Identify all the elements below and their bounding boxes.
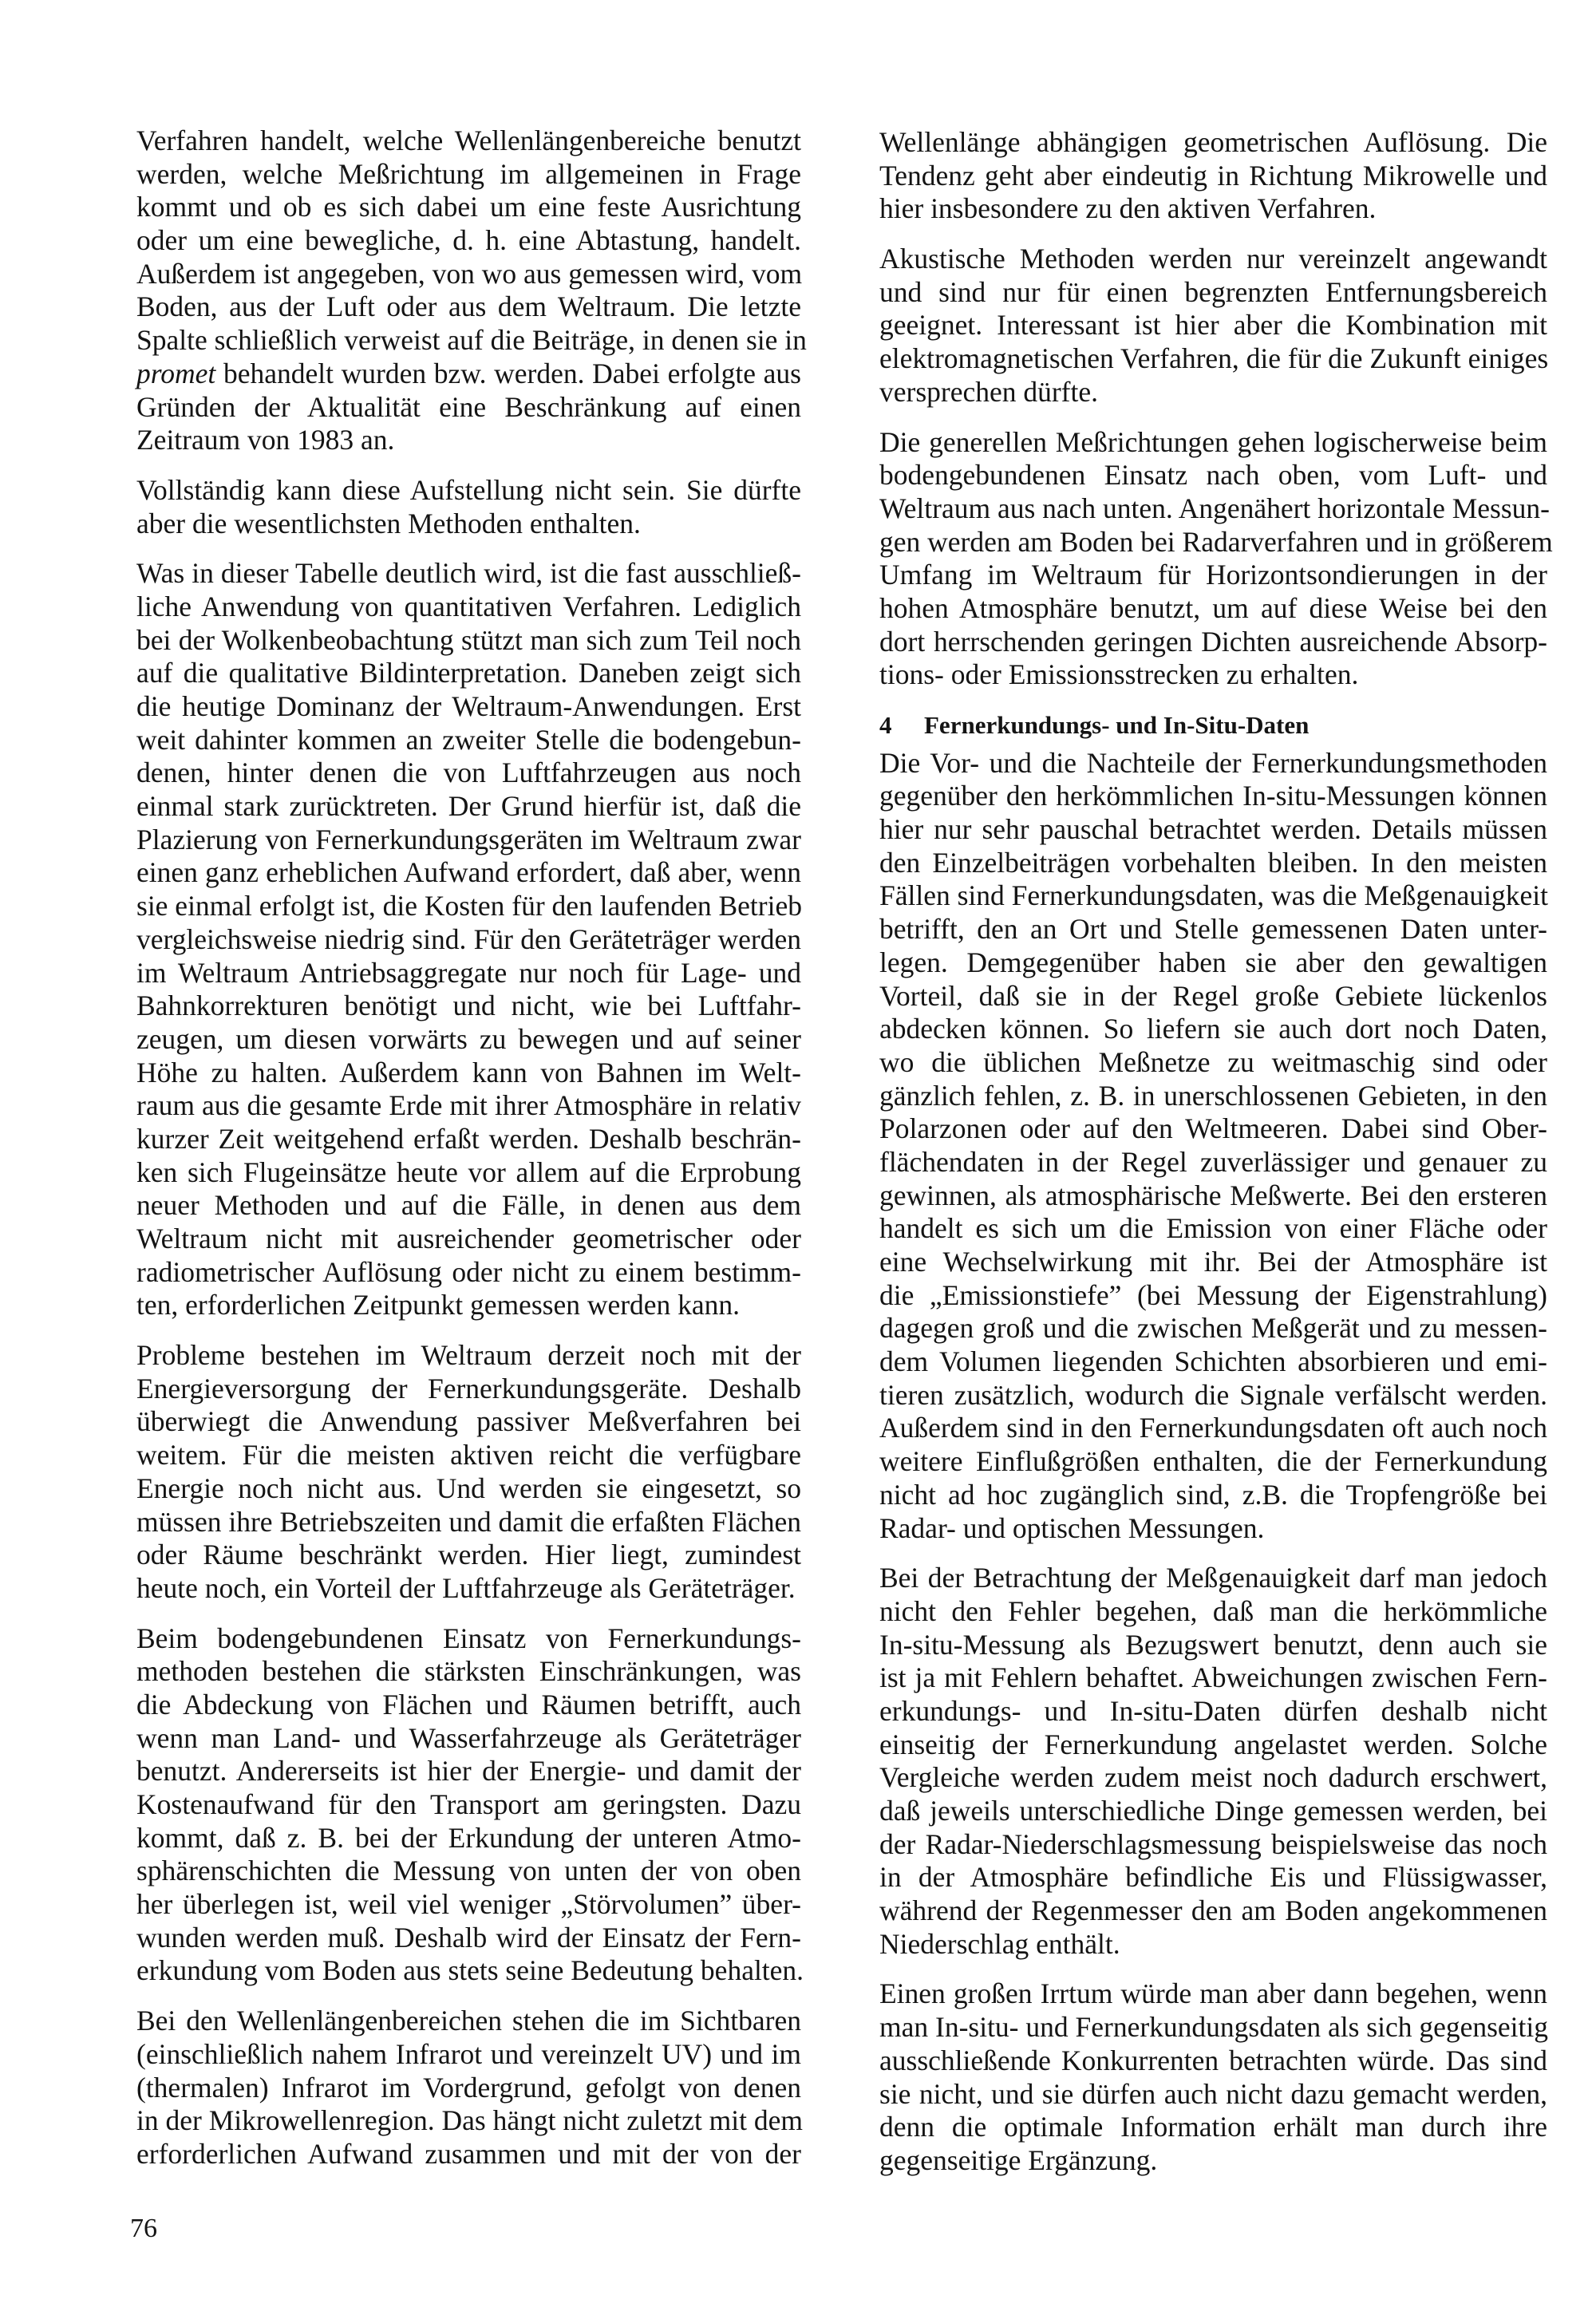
- italic-term: promet: [136, 357, 216, 389]
- section-number: 4: [879, 711, 892, 739]
- text-line: weitem. Für die meisten aktiven reicht die verfügbare: [136, 1439, 801, 1472]
- text-line: Weltraum aus nach unten. Angenähert horizontale Messun-: [879, 492, 1551, 524]
- paragraph: [136, 474, 801, 540]
- text-line: dem Volumen liegenden Schichten absorbieren und emi-: [879, 1345, 1547, 1378]
- text-line: nicht den Fehler begehen, daß man die herkömmliche: [879, 1594, 1547, 1627]
- text-line: versprechen dürfte.: [879, 375, 1098, 408]
- text-line: Energie noch nicht aus. Und werden sie eingesetzt, so: [136, 1472, 801, 1504]
- text-line: ken sich Flugeinsätze heute vor allem auf die Erprobung: [136, 1156, 801, 1188]
- text-line: überwiegt die Anwendung passiver Meßverfahren bei: [136, 1405, 801, 1438]
- text-line: Außerdem sind in den Fernerkundungsdaten oft auch noch: [879, 1412, 1547, 1444]
- text-line: (thermalen) Infrarot im Vordergrund, gefolgt von denen: [136, 2071, 801, 2104]
- text-line: hohen Atmosphäre benutzt, um auf diese Weise bei den: [879, 591, 1547, 624]
- section-heading: [879, 709, 1547, 742]
- page-number: 76: [130, 2214, 157, 2243]
- text-line: oder um eine bewegliche, d. h. eine Abtastung, handelt.: [136, 224, 801, 257]
- text-line: Boden, aus der Luft oder aus dem Weltraum. Die letzte: [136, 290, 801, 323]
- text-line: denn die optimale Information erhält man durch ihre: [879, 2111, 1547, 2143]
- text-line: kurzer Zeit weitgehend erfaßt werden. Deshalb beschrän-: [136, 1122, 801, 1155]
- text-line: abdecken können. So liefern sie auch dort noch Daten,: [879, 1013, 1547, 1045]
- text-line: legen. Demgegenüber haben sie aber den gewaltigen: [879, 946, 1547, 978]
- text-line: her überlegen ist, weil viel weniger „Störvolumen” über-: [136, 1888, 801, 1921]
- text-line: betrifft, den an Ort und Stelle gemessenen Daten unter-: [879, 913, 1547, 946]
- text-line: einseitig der Fernerkundung angelastet werden. Solche: [879, 1728, 1547, 1760]
- text-line: vergleichsweise niedrig sind. Für den Geräteträger werden: [136, 922, 801, 955]
- text-line: wo die üblichen Meßnetze zu weitmaschig sind oder: [879, 1045, 1547, 1078]
- paragraph: [136, 1622, 804, 1989]
- text-line: kommt, daß z. B. bei der Erkundung der unteren Atmo-: [136, 1821, 801, 1854]
- text-line: sphärenschichten die Messung von unten der von oben: [136, 1855, 801, 1887]
- text-line: Was in dieser Tabelle deutlich wird, ist die fast ausschließ-: [136, 557, 801, 590]
- text-line: Zeitraum von 1983 an.: [136, 424, 395, 456]
- left-text-column: [136, 124, 807, 2188]
- text-line: Akustische Methoden werden nur vereinzelt angewandt: [879, 243, 1547, 275]
- paragraph: [136, 557, 801, 1322]
- text-line: Bahnkorrekturen benötigt und nicht, wie bei Luftfahr-: [136, 990, 801, 1022]
- text-line: raum aus die gesamte Erde mit ihrer Atmosphäre in relativ: [136, 1089, 801, 1122]
- section-title: Fernerkundungs- und In-Situ-Daten: [924, 711, 1310, 739]
- text-line: und sind nur für einen begrenzten Entfernungsbereich: [879, 275, 1547, 308]
- text-line: gen werden am Boden bei Radarverfahren und in größerem: [879, 525, 1553, 558]
- text-line: gegenseitige Ergänzung.: [879, 2143, 1158, 2176]
- text-line: zeugen, um diesen vorwärts zu bewegen und auf seiner: [136, 1022, 801, 1055]
- text-line: die „Emissionstiefe” (bei Messung der Eigenstrahlung): [879, 1278, 1547, 1311]
- text-line: methoden bestehen die stärksten Einschränkungen, was: [136, 1655, 801, 1688]
- text-line: heute noch, ein Vorteil der Luftfahrzeuge als Geräteträger.: [136, 1571, 796, 1604]
- text-line: Probleme bestehen im Weltraum derzeit noch mit der: [136, 1339, 801, 1372]
- text-line: Polarzonen oder auf den Weltmeeren. Dabei sind Ober-: [879, 1112, 1547, 1145]
- paragraph: [879, 747, 1547, 1546]
- text-line: Vergleiche werden zudem meist noch dadurch erschwert,: [879, 1761, 1547, 1794]
- text-line: man In-situ- und Fernerkundungsdaten als sich gegenseitig: [879, 2011, 1549, 2044]
- text-line: daß jeweils unterschiedliche Dinge gemessen werden, bei: [879, 1795, 1547, 1827]
- text-line: Wellenlänge abhängigen geometrischen Auflösung. Die: [879, 126, 1547, 158]
- text-line: sie einmal erfolgt ist, die Kosten für den laufenden Betrieb: [136, 890, 802, 922]
- text-line: denen, hinter denen die von Luftfahrzeugen aus noch: [136, 757, 801, 789]
- text-line: im Weltraum Antriebsaggregate nur noch für Lage- und: [136, 956, 801, 989]
- text-line: Außerdem ist angegeben, von wo aus gemessen wird, vom: [136, 257, 803, 290]
- text-line: müssen ihre Betriebszeiten und damit die erfaßten Flächen: [136, 1505, 801, 1538]
- text-line: hier nur sehr pauschal betrachtet werden. Details müssen: [879, 813, 1547, 846]
- text-line: Radar- und optischen Messungen.: [879, 1511, 1265, 1544]
- text-line: aber die wesentlichsten Methoden enthalten.: [136, 507, 641, 539]
- text-line: tions- oder Emissionsstrecken zu erhalten.: [879, 658, 1359, 691]
- text-line: die Abdeckung von Flächen und Räumen betrifft, auch: [136, 1688, 801, 1720]
- text-line: wenn man Land- und Wasserfahrzeuge als Geräteträger: [136, 1721, 801, 1754]
- text-line: promet behandelt wurden bzw. werden. Dabei erfolgte aus: [136, 357, 801, 389]
- text-line: Bei den Wellenlängenbereichen stehen die im Sichtbaren: [136, 2005, 801, 2037]
- text-line: liche Anwendung von quantitativen Verfahren. Lediglich: [136, 590, 801, 622]
- text-line: Umfang im Weltraum für Horizontsondierungen in der: [879, 559, 1547, 591]
- text-line: Weltraum nicht mit ausreichender geometrischer oder: [136, 1223, 801, 1254]
- paragraph: [879, 243, 1547, 409]
- text-line: nicht ad hoc zugänglich sind, z.B. die Tropfengröße bei: [879, 1478, 1547, 1511]
- text-line: weit dahinter kommen an zweiter Stelle die bodengebun-: [136, 723, 801, 756]
- text-line: Tendenz geht aber eindeutig in Richtung Mikrowelle und: [879, 159, 1547, 192]
- text-line: handelt es sich um die Emission von einer Fläche oder: [879, 1212, 1547, 1245]
- text-line: Vollständig kann diese Aufstellung nicht sein. Sie dürfte: [136, 473, 801, 506]
- text-line: dort herrschenden geringen Dichten ausreichende Absorp-: [879, 625, 1547, 658]
- text-line: ist ja mit Fehlern behaftet. Abweichungen zwischen Fern-: [879, 1661, 1547, 1694]
- text-line: elektromagnetischen Verfahren, die für die Zukunft einiges: [879, 342, 1549, 375]
- text-line: gegenüber den herkömmlichen In-situ-Messungen können: [879, 780, 1547, 812]
- paragraph: [136, 2005, 804, 2171]
- text-line: einen ganz erheblichen Aufwand erfordert, daß aber, wenn: [136, 856, 801, 889]
- text-line: Vorteil, daß sie in der Regel große Gebiete lückenlos: [879, 979, 1547, 1012]
- text-line: hier insbesondere zu den aktiven Verfahren.: [879, 192, 1377, 225]
- text-line: erkundungs- und In-situ-Daten dürfen deshalb nicht: [879, 1694, 1547, 1727]
- text-line: flächendaten in der Regel zuverlässiger und genauer zu: [879, 1145, 1547, 1178]
- text-line: in der Atmosphäre befindliche Eis und Flüssigwasser,: [879, 1861, 1547, 1894]
- right-text-column: [879, 126, 1553, 2195]
- text-line: bei der Wolkenbeobachtung stützt man sich zum Teil noch: [136, 623, 801, 656]
- text-line: ten, erforderlichen Zeitpunkt gemessen werden kann.: [136, 1289, 741, 1321]
- text-line: in der Mikrowellenregion. Das hängt nicht zuletzt mit dem: [136, 2104, 804, 2137]
- text-line: benutzt. Andererseits ist hier der Energie- und damit der: [136, 1755, 801, 1788]
- text-line: dagegen groß und die zwischen Meßgerät und zu messen-: [879, 1312, 1547, 1345]
- text-line: oder Räume beschränkt werden. Hier liegt, zumindest: [136, 1539, 801, 1571]
- text-line: während der Regenmesser den am Boden angekommenen: [879, 1894, 1547, 1927]
- text-line: In-situ-Messung als Bezugswert benutzt, denn auch sie: [879, 1628, 1547, 1661]
- text-line: auf die qualitative Bildinterpretation. Daneben zeigt sich: [136, 657, 801, 689]
- text-line: sie nicht, und sie dürfen auch nicht dazu gemacht werden,: [879, 2077, 1547, 2110]
- paragraph: [879, 1977, 1547, 2177]
- text-line: geeignet. Interessant ist hier aber die Kombination mit: [879, 309, 1547, 342]
- text-line: eine Wechselwirkung mit ihr. Bei der Atmosphäre ist: [879, 1246, 1547, 1278]
- paragraph: [879, 126, 1547, 226]
- text-line: gänzlich fehlen, z. B. in unerschlossenen Gebieten, in den: [879, 1079, 1547, 1112]
- paragraph: [136, 1339, 801, 1606]
- text-line: einmal stark zurücktreten. Der Grund hierfür ist, daß die: [136, 790, 801, 823]
- text-line: neuer Methoden und auf die Fälle, in denen aus dem: [136, 1189, 801, 1222]
- paragraph: [879, 1562, 1547, 1961]
- text-line: den Einzelbeiträgen vorbehalten bleiben. In den meisten: [879, 846, 1547, 879]
- text-line: Niederschlag enthält.: [879, 1927, 1120, 1960]
- text-line: Beim bodengebundenen Einsatz von Fernerkundungs-: [136, 1622, 801, 1654]
- text-line: der Radar-Niederschlagsmessung beispielsweise das noch: [879, 1827, 1547, 1860]
- paragraph: [136, 124, 807, 457]
- text-line: Einen großen Irrtum würde man aber dann begehen, wenn: [879, 1977, 1547, 2010]
- text-line: radiometrischer Auflösung oder nicht zu einem bestimm-: [136, 1255, 801, 1288]
- text-line: tieren zusätzlich, wodurch die Signale verfälscht werden.: [879, 1378, 1547, 1411]
- text-line: Kostenaufwand für den Transport am geringsten. Dazu: [136, 1788, 801, 1820]
- text-line: Plazierung von Fernerkundungsgeräten im Weltraum zwar: [136, 823, 801, 855]
- text-line: Spalte schließlich verweist auf die Beiträge, in denen sie in: [136, 324, 807, 357]
- text-line: weitere Einflußgrößen enthalten, die der Fernerkundung: [879, 1445, 1547, 1478]
- text-line: Die Vor- und die Nachteile der Fernerkundungsmethoden: [879, 746, 1547, 779]
- text-line: Bei der Betrachtung der Meßgenauigkeit darf man jedoch: [879, 1562, 1547, 1594]
- text-line: bodengebundenen Einsatz nach oben, vom Luft- und: [879, 459, 1547, 492]
- text-line: werden, welche Meßrichtung im allgemeinen in Frage: [136, 157, 801, 190]
- text-line: die heutige Dominanz der Weltraum-Anwendungen. Erst: [136, 690, 801, 722]
- paragraph: [879, 425, 1553, 693]
- text-line: wunden werden muß. Deshalb wird der Einsatz der Fern-: [136, 1921, 801, 1954]
- text-line: Verfahren handelt, welche Wellenlängenbereiche benutzt: [136, 124, 801, 156]
- text-line: (einschließlich nahem Infrarot und vereinzelt UV) und im: [136, 2037, 801, 2070]
- text-line: Höhe zu halten. Außerdem kann von Bahnen im Welt-: [136, 1056, 801, 1088]
- text-line: erkundung vom Boden aus stets seine Bedeutung behalten.: [136, 1954, 804, 1987]
- text-line: Gründen der Aktualität eine Beschränkung auf einen: [136, 390, 801, 423]
- text-line: erforderlichen Aufwand zusammen und mit der von der: [136, 2137, 801, 2170]
- text-line: ausschließende Konkurrenten betrachten würde. Das sind: [879, 2044, 1547, 2076]
- text-line: Die generellen Meßrichtungen gehen logischerweise beim: [879, 425, 1547, 458]
- text-line: kommt und ob es sich dabei um eine feste Ausrichtung: [136, 191, 801, 223]
- text-line: Fällen sind Fernerkundungsdaten, was die Meßgenauigkeit: [879, 879, 1549, 912]
- text-line: gewinnen, als atmosphärische Meßwerte. Bei den ersteren: [879, 1179, 1547, 1211]
- text-line: Energieversorgung der Fernerkundungsgeräte. Deshalb: [136, 1372, 801, 1404]
